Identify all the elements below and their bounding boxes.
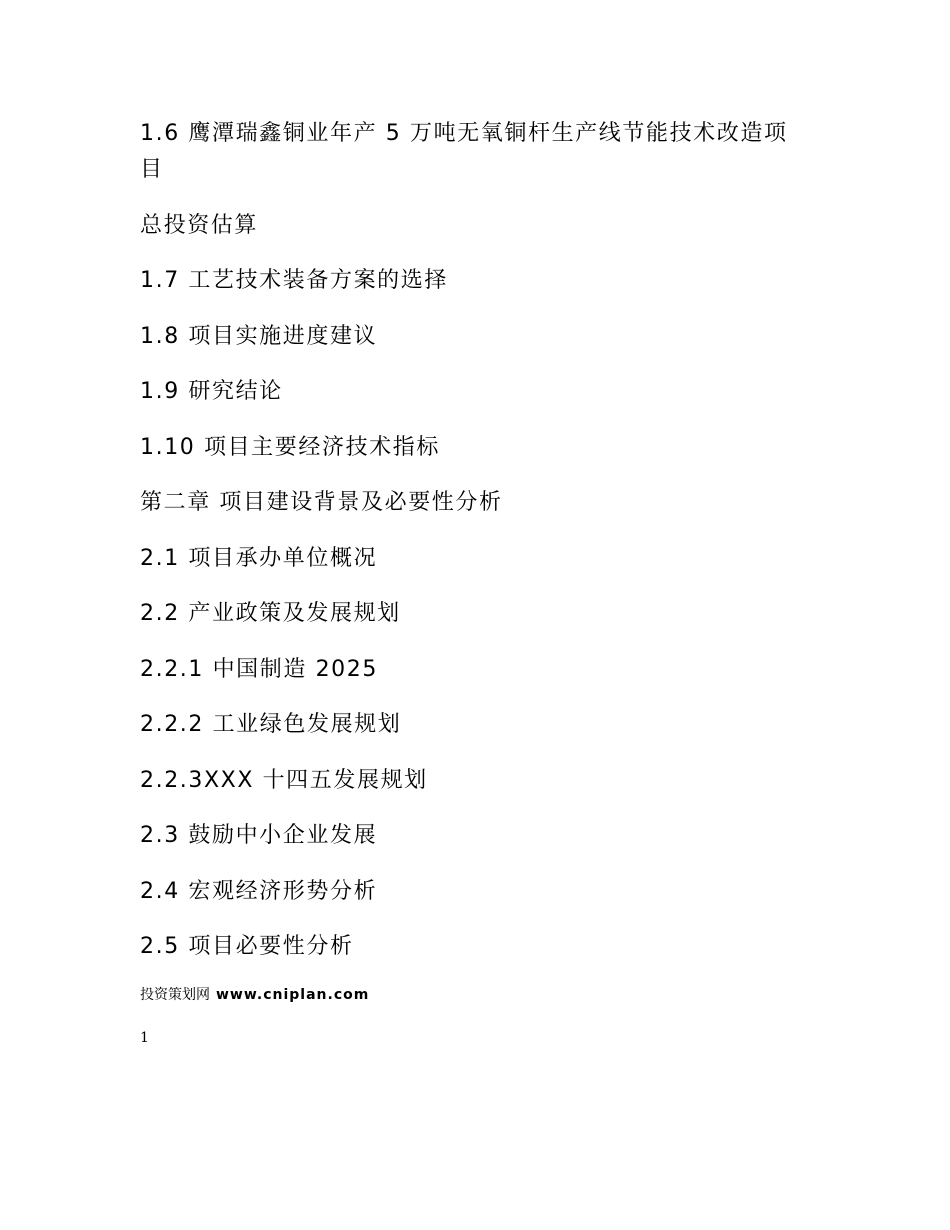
toc-entry: 1.7 工艺技术装备方案的选择 xyxy=(140,268,448,293)
table-of-contents xyxy=(140,116,810,985)
toc-entry: 1.6 鹰潭瑞鑫铜业年产 5 万吨无氧铜杆生产线节能技术改造项目 xyxy=(140,121,788,182)
page-number: 1 xyxy=(140,1030,149,1046)
footer-site-url[interactable]: www.cniplan.com xyxy=(216,987,370,1003)
toc-entry: 总投资估算 xyxy=(140,212,259,238)
toc-entry: 2.2.3XXX 十四五发展规划 xyxy=(140,767,428,793)
toc-entry: 1.9 研究结论 xyxy=(140,379,283,404)
footer-site-name: 投资策划网 xyxy=(140,987,210,1003)
toc-entry: 2.2 产业政策及发展规划 xyxy=(140,601,401,626)
toc-entry: 2.5 项目必要性分析 xyxy=(140,934,354,959)
toc-entry: 2.2.1 中国制造 2025 xyxy=(140,656,378,682)
toc-entry: 2.2.2 工业绿色发展规划 xyxy=(140,712,402,737)
toc-entry: 2.4 宏观经济形势分析 xyxy=(140,878,378,904)
toc-entry: 1.8 项目实施进度建议 xyxy=(140,323,378,349)
toc-entry: 2.1 项目承办单位概况 xyxy=(140,545,378,571)
toc-entry: 2.3 鼓励中小企业发展 xyxy=(140,823,378,848)
toc-chapter-heading: 第二章 项目建设背景及必要性分析 xyxy=(140,490,503,515)
toc-entry: 1.10 项目主要经济技术指标 xyxy=(140,434,440,460)
page-footer xyxy=(140,985,369,1005)
